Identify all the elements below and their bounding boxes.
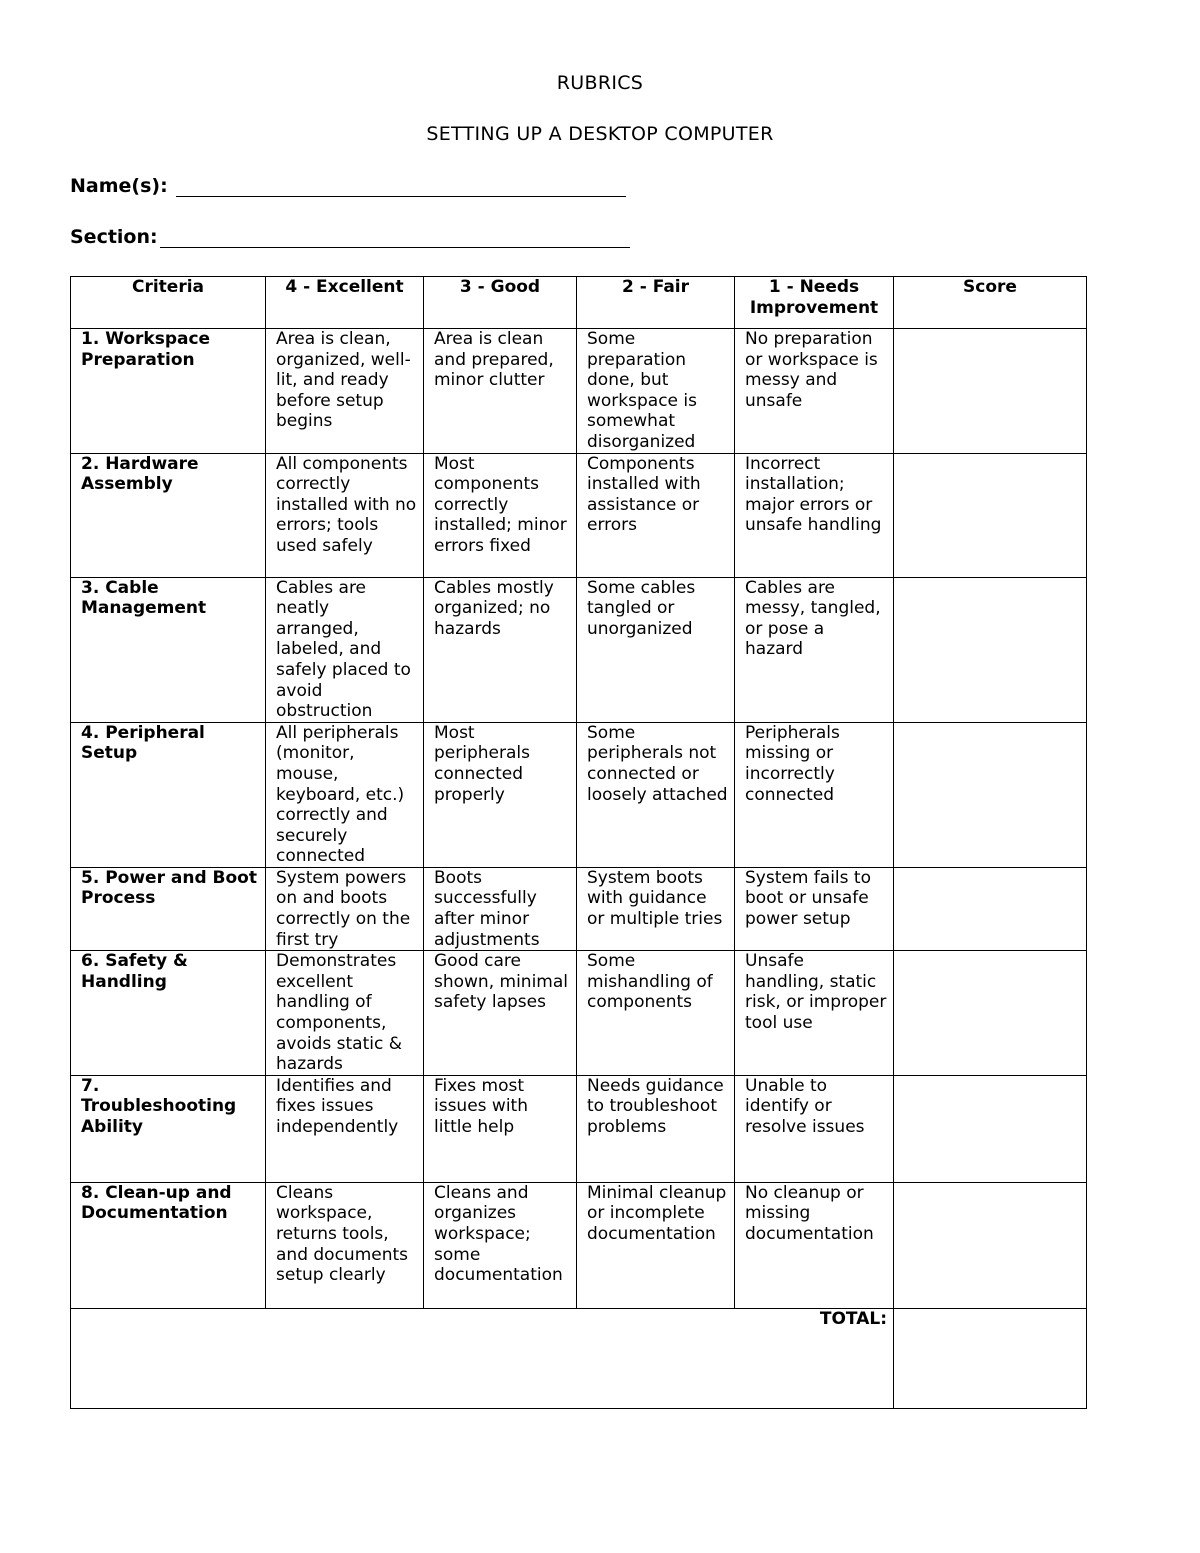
good-cell: Good care shown, minimal safety lapses: [424, 951, 577, 1076]
score-cell[interactable]: [894, 951, 1087, 1076]
table-row: [71, 867, 1087, 950]
fair-cell: Some mishandling of components: [577, 951, 735, 1076]
criteria-cell: 4. Peripheral Setup: [71, 722, 266, 867]
fair-cell: Some peripherals not connected or loosely attached: [577, 722, 735, 867]
criteria-cell: 3. Cable Management: [71, 577, 266, 722]
section-blank-line[interactable]: [160, 225, 630, 248]
score-cell[interactable]: [894, 1182, 1087, 1308]
score-cell[interactable]: [894, 329, 1087, 454]
excellent-cell: System powers on and boots correctly on the first try: [266, 867, 424, 950]
table-row: [71, 1075, 1087, 1182]
table-row: [71, 951, 1087, 1076]
total-label: TOTAL:: [71, 1308, 894, 1408]
section-field: [70, 225, 630, 248]
header-criteria: Criteria: [71, 277, 266, 329]
needs-improvement-cell: System fails to boot or unsafe power setup: [735, 867, 894, 950]
criteria-cell: 6. Safety & Handling: [71, 951, 266, 1076]
needs-improvement-cell: No cleanup or missing documentation: [735, 1182, 894, 1308]
criteria-cell: 8. Clean-up and Documentation: [71, 1182, 266, 1308]
criteria-cell: 2. Hardware Assembly: [71, 453, 266, 577]
table-row: [71, 577, 1087, 722]
needs-improvement-cell: Unable to identify or resolve issues: [735, 1075, 894, 1182]
fair-cell: Needs guidance to troubleshoot problems: [577, 1075, 735, 1182]
good-cell: Cables mostly organized; no hazards: [424, 577, 577, 722]
excellent-cell: All peripherals (monitor, mouse, keyboard, etc.) correctly and securely connected: [266, 722, 424, 867]
good-cell: Most components correctly installed; minor errors fixed: [424, 453, 577, 577]
rubric-table: [70, 276, 1087, 1409]
score-cell[interactable]: [894, 453, 1087, 577]
excellent-cell: Identifies and fixes issues independently: [266, 1075, 424, 1182]
table-header-row: [71, 277, 1087, 329]
header-good: 3 - Good: [424, 277, 577, 329]
good-cell: Cleans and organizes workspace; some documentation: [424, 1182, 577, 1308]
score-cell[interactable]: [894, 1075, 1087, 1182]
document-subtitle: SETTING UP A DESKTOP COMPUTER: [426, 123, 774, 145]
name-field: [70, 174, 626, 197]
fair-cell: Components installed with assistance or errors: [577, 453, 735, 577]
total-row: [71, 1308, 1087, 1408]
good-cell: Area is clean and prepared, minor clutter: [424, 329, 577, 454]
needs-improvement-cell: Incorrect installation; major errors or unsafe handling: [735, 453, 894, 577]
excellent-cell: Demonstrates excellent handling of components, avoids static & hazards: [266, 951, 424, 1076]
excellent-cell: Area is clean, organized, well-lit, and ready before setup begins: [266, 329, 424, 454]
header-score: Score: [894, 277, 1087, 329]
fair-cell: System boots with guidance or multiple tries: [577, 867, 735, 950]
score-cell[interactable]: [894, 867, 1087, 950]
header-excellent: 4 - Excellent: [266, 277, 424, 329]
excellent-cell: Cleans workspace, returns tools, and documents setup clearly: [266, 1182, 424, 1308]
table-row: [71, 329, 1087, 454]
good-cell: Boots successfully after minor adjustments: [424, 867, 577, 950]
score-cell[interactable]: [894, 577, 1087, 722]
needs-improvement-cell: Peripherals missing or incorrectly connected: [735, 722, 894, 867]
criteria-cell: 1. Workspace Preparation: [71, 329, 266, 454]
score-cell[interactable]: [894, 722, 1087, 867]
needs-improvement-cell: Unsafe handling, static risk, or improper tool use: [735, 951, 894, 1076]
fair-cell: Some preparation done, but workspace is somewhat disorganized: [577, 329, 735, 454]
table-row: [71, 1182, 1087, 1308]
good-cell: Fixes most issues with little help: [424, 1075, 577, 1182]
name-blank-line[interactable]: [176, 174, 626, 197]
excellent-cell: Cables are neatly arranged, labeled, and safely placed to avoid obstruction: [266, 577, 424, 722]
fair-cell: Minimal cleanup or incomplete documentation: [577, 1182, 735, 1308]
header-needs-improvement: 1 - Needs Improvement: [735, 277, 894, 329]
excellent-cell: All components correctly installed with no errors; tools used safely: [266, 453, 424, 577]
section-label: Section:: [70, 226, 158, 248]
table-row: [71, 722, 1087, 867]
name-label: Name(s):: [70, 175, 168, 197]
total-score-cell[interactable]: [894, 1308, 1087, 1408]
criteria-cell: 5. Power and Boot Process: [71, 867, 266, 950]
criteria-cell: 7. Troubleshooting Ability: [71, 1075, 266, 1182]
document-title: RUBRICS: [556, 72, 644, 94]
needs-improvement-cell: No preparation or workspace is messy and unsafe: [735, 329, 894, 454]
good-cell: Most peripherals connected properly: [424, 722, 577, 867]
fair-cell: Some cables tangled or unorganized: [577, 577, 735, 722]
table-row: [71, 453, 1087, 577]
header-fair: 2 - Fair: [577, 277, 735, 329]
needs-improvement-cell: Cables are messy, tangled, or pose a hazard: [735, 577, 894, 722]
